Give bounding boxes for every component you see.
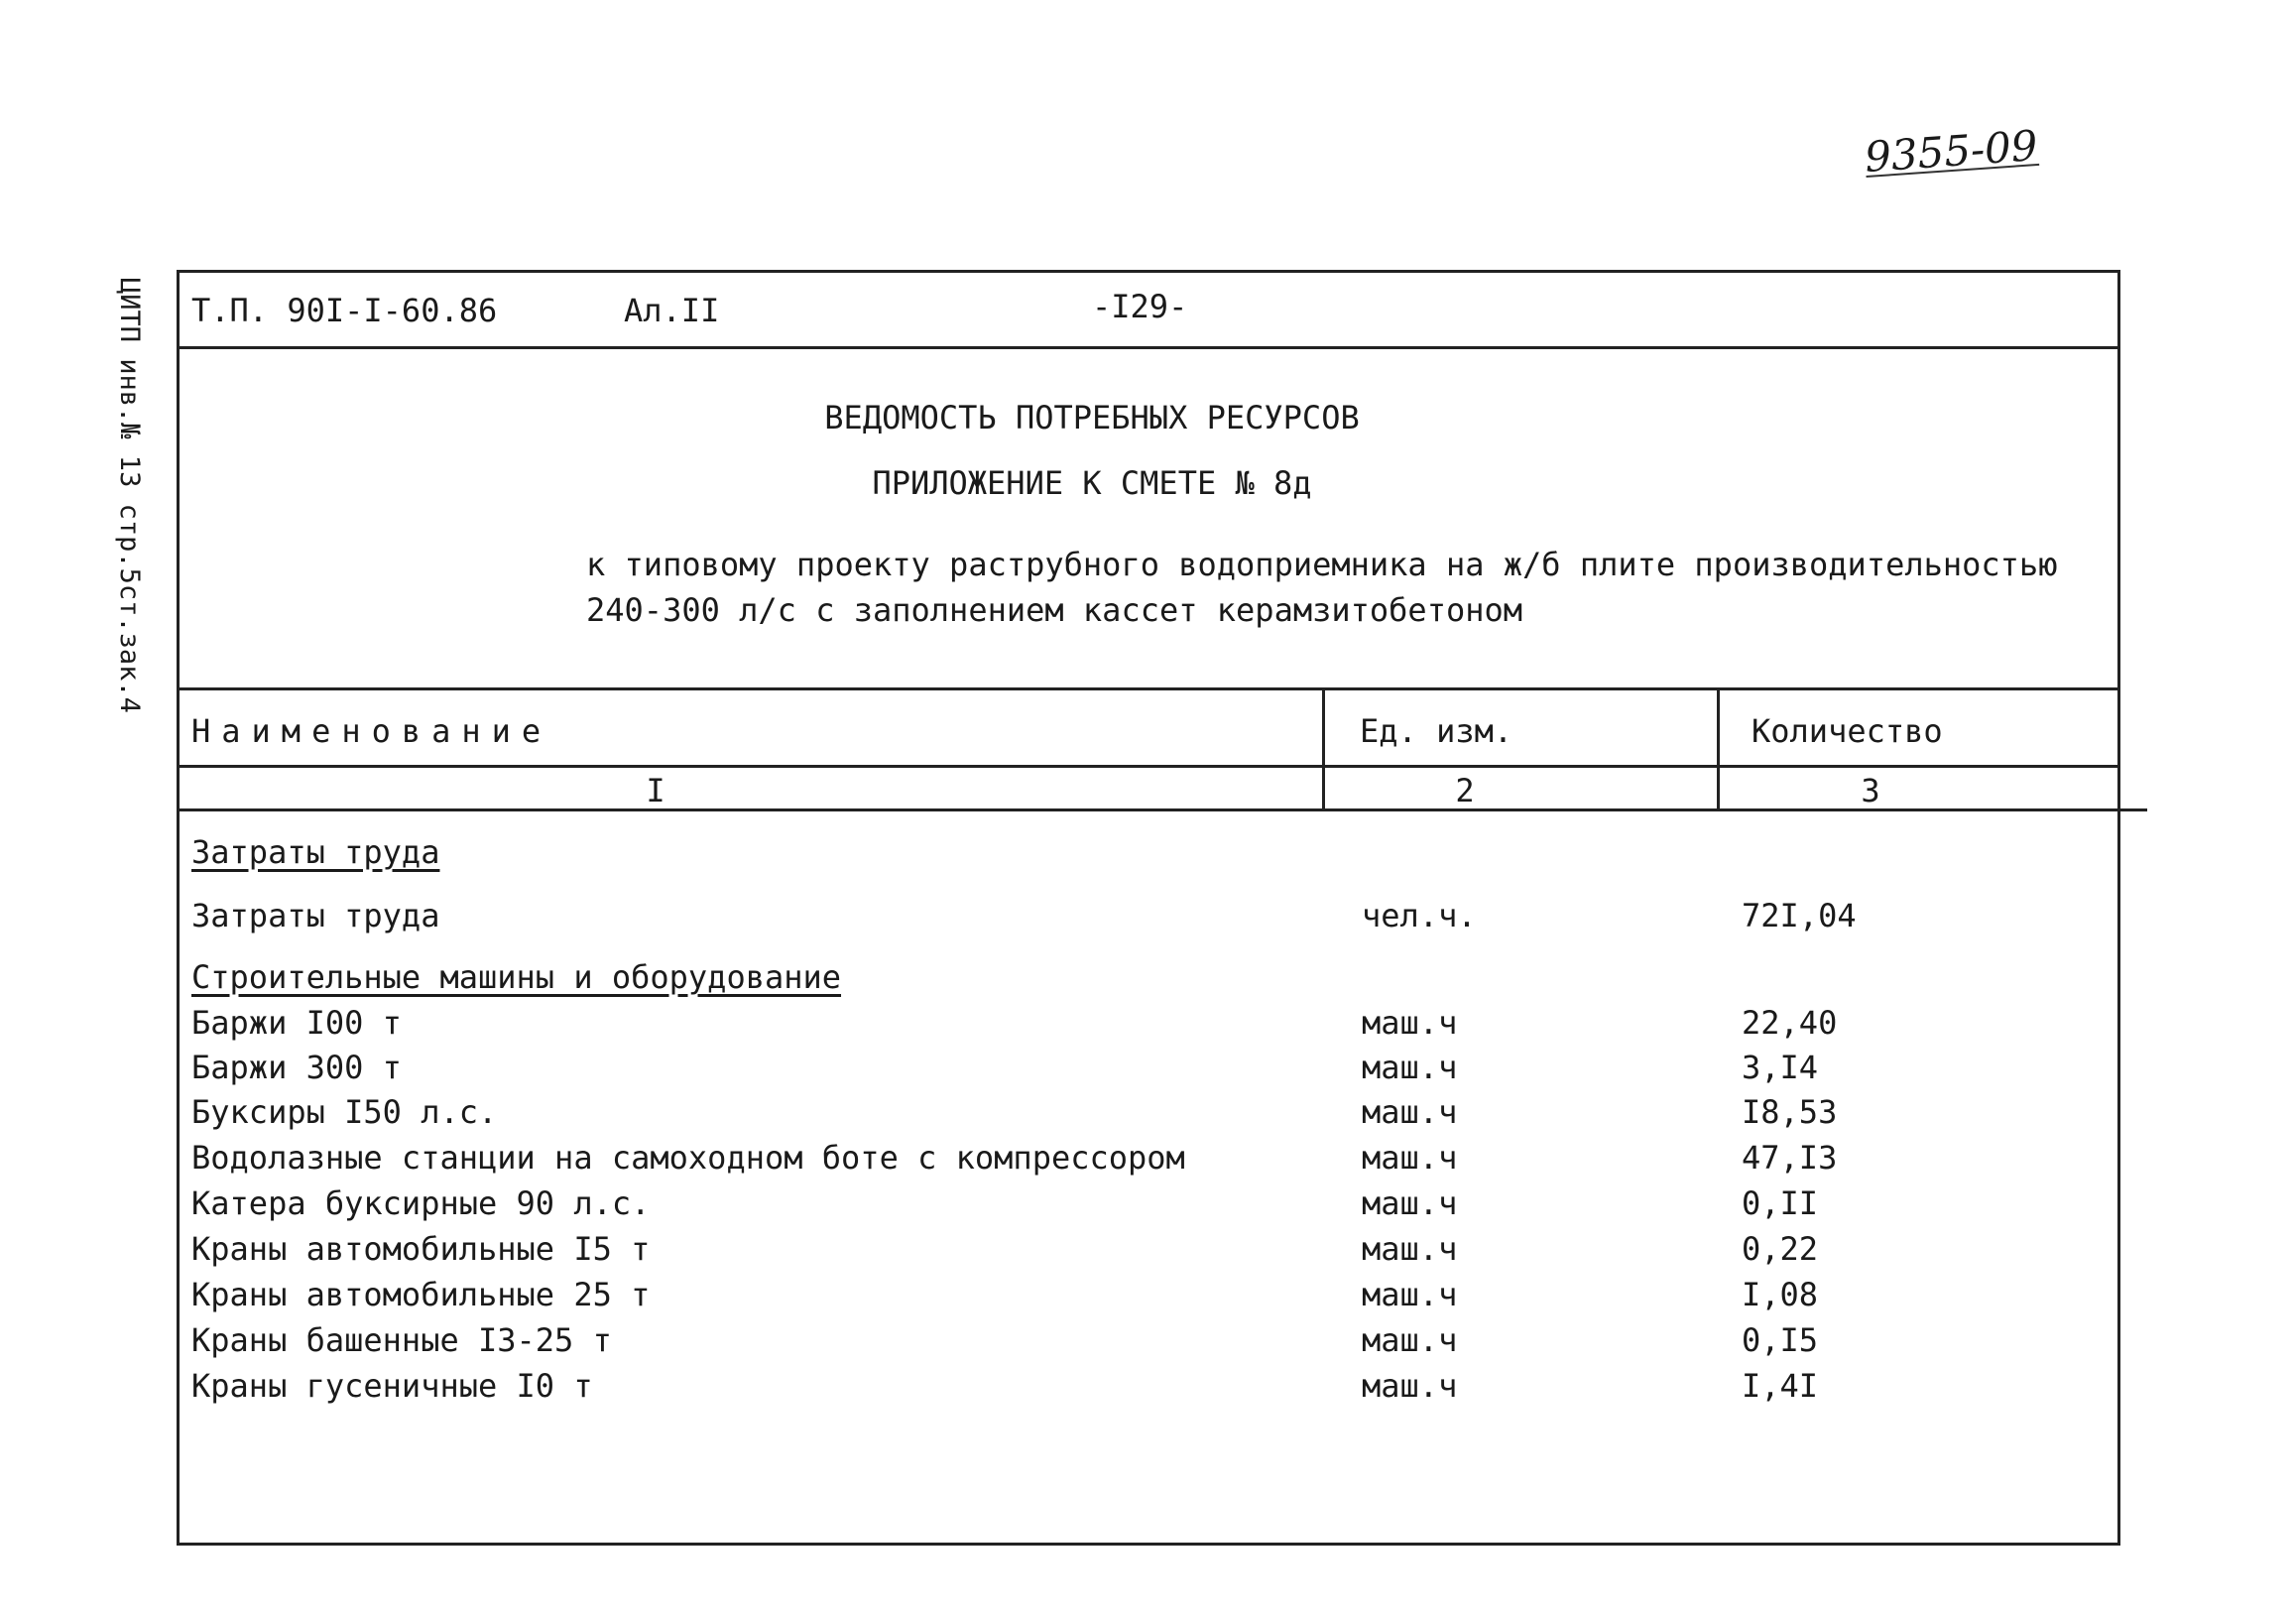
table-row-unit: маш.ч [1362,1184,1458,1222]
table-row-quantity: 22,40 [1742,1004,1838,1042]
header-divider [180,346,2117,349]
document-subtitle: ПРИЛОЖЕНИЕ К СМЕТЕ № 8д [872,464,1312,502]
column-number-3: 3 [1861,772,1880,809]
column-divider-2 [1717,687,1720,808]
table-row-unit: маш.ч [1362,1230,1458,1268]
header-bottom-border [180,808,2147,811]
column-number-2: 2 [1455,772,1475,809]
table-row-unit: маш.ч [1362,1276,1458,1313]
table-row-unit: маш.ч [1362,1321,1458,1359]
table-row-name: Краны автомобильные 25 т [191,1276,651,1313]
table-row-name: Краны башенные I3-25 т [191,1321,612,1359]
table-row-unit: маш.ч [1362,1093,1458,1131]
column-divider-1 [1322,687,1325,808]
section-title-machines: Строительные машины и оборудование [191,958,842,996]
table-row-unit: маш.ч [1362,1004,1458,1042]
table-row-name: Баржи I00 т [191,1004,402,1042]
table-row-name: Катера буксирные 90 л.с. [191,1184,651,1222]
table-row-quantity: 0,I5 [1742,1321,1819,1359]
album-label: Ал.II [624,292,720,329]
header-quantity: Количество [1752,712,1943,750]
table-row-name: Водолазные станции на самоходном боте с компрессором [191,1139,1185,1177]
page-number: -I29- [1092,288,1188,325]
table-row-name: Буксиры I50 л.с. [191,1093,498,1131]
table-row-quantity: I8,53 [1742,1093,1838,1131]
description-line-1: к типовому проекту раструбного водоприемника на ж/б плите производительностью [586,546,2058,583]
table-row-quantity: 3,I4 [1742,1049,1819,1086]
table-row-unit: маш.ч [1362,1139,1458,1177]
table-row-name: Краны гусеничные I0 т [191,1367,593,1405]
document-frame [177,270,2120,1546]
table-row-quantity: 0,II [1742,1184,1819,1222]
table-row-name: Затраты труда [191,897,440,934]
section-title-labor: Затраты труда [191,833,440,871]
table-row-quantity: I,4I [1742,1367,1819,1405]
table-row-name: Баржи 300 т [191,1049,402,1086]
table-row-quantity: 47,I3 [1742,1139,1838,1177]
handwritten-document-number: 9355-09 [1863,120,2040,183]
table-row-quantity: 72I,04 [1742,897,1857,934]
description-line-2: 240-300 л/с с заполнением кассет керамзитобетоном [586,591,1523,629]
doc-code: Т.П. 90I-I-60.86 [191,292,498,329]
header-unit: Ед. изм. [1360,712,1513,750]
side-inventory-stamp: ЦИТП инв.№ 13 стр.5ст.зак.4 [114,278,145,713]
header-name: Наименование [191,712,552,750]
table-row-unit: маш.ч [1362,1367,1458,1405]
table-row-name: Краны автомобильные I5 т [191,1230,651,1268]
table-row-quantity: 0,22 [1742,1230,1819,1268]
table-row-unit: маш.ч [1362,1049,1458,1086]
table-row-unit: чел.ч. [1362,897,1477,934]
column-number-1: I [646,772,665,809]
document-title: ВЕДОМОСТЬ ПОТРЕБНЫХ РЕСУРСОВ [824,399,1360,436]
header-number-divider [180,765,2117,768]
table-row-quantity: I,08 [1742,1276,1819,1313]
table-top-border [180,687,2117,690]
